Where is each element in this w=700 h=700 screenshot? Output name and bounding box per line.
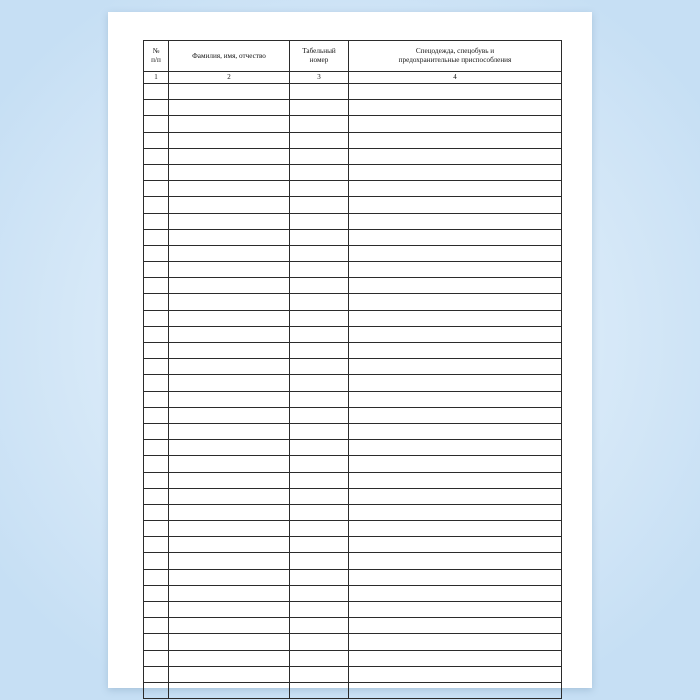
table-row[interactable]	[144, 618, 562, 634]
table-cell[interactable]	[144, 682, 169, 698]
table-cell[interactable]	[169, 229, 290, 245]
table-cell[interactable]	[349, 245, 562, 261]
table-cell[interactable]	[144, 229, 169, 245]
table-row[interactable]	[144, 148, 562, 164]
table-row[interactable]	[144, 343, 562, 359]
table-cell[interactable]	[169, 553, 290, 569]
table-row[interactable]	[144, 262, 562, 278]
table-cell[interactable]	[169, 440, 290, 456]
table-cell[interactable]	[169, 666, 290, 682]
table-cell[interactable]	[349, 84, 562, 100]
table-cell[interactable]	[290, 278, 349, 294]
table-cell[interactable]	[290, 456, 349, 472]
table-row[interactable]	[144, 602, 562, 618]
table-cell[interactable]	[290, 488, 349, 504]
table-cell[interactable]	[169, 148, 290, 164]
table-cell[interactable]	[290, 521, 349, 537]
table-cell[interactable]	[144, 148, 169, 164]
table-row[interactable]	[144, 537, 562, 553]
table-row[interactable]	[144, 521, 562, 537]
table-cell[interactable]	[290, 553, 349, 569]
header-cell-personnel-number	[290, 41, 349, 72]
table-cell[interactable]	[144, 181, 169, 197]
table-cell[interactable]	[290, 407, 349, 423]
table-cell[interactable]	[290, 682, 349, 698]
table-cell[interactable]	[290, 229, 349, 245]
table-cell[interactable]	[290, 100, 349, 116]
table-cell[interactable]	[169, 504, 290, 520]
table-cell[interactable]	[144, 504, 169, 520]
table-cell[interactable]	[349, 294, 562, 310]
table-cell[interactable]	[169, 84, 290, 100]
table-cell[interactable]	[169, 359, 290, 375]
table-cell[interactable]	[349, 359, 562, 375]
table-cell[interactable]	[144, 100, 169, 116]
table-cell[interactable]	[144, 602, 169, 618]
table-cell[interactable]	[144, 456, 169, 472]
column-number: 4	[349, 72, 562, 84]
column-number: 3	[290, 72, 349, 84]
table-cell[interactable]	[144, 164, 169, 180]
table-cell[interactable]	[144, 569, 169, 585]
table-cell[interactable]	[169, 488, 290, 504]
table-cell[interactable]	[144, 343, 169, 359]
table-cell[interactable]	[349, 472, 562, 488]
table-cell[interactable]	[169, 585, 290, 601]
table-cell[interactable]	[169, 537, 290, 553]
table-cell[interactable]	[349, 375, 562, 391]
table-cell[interactable]	[349, 278, 562, 294]
table-cell[interactable]	[144, 213, 169, 229]
table-cell[interactable]	[349, 553, 562, 569]
table-cell[interactable]	[169, 391, 290, 407]
table-cell[interactable]	[349, 602, 562, 618]
header-line: номер	[309, 56, 329, 64]
table-row[interactable]	[144, 585, 562, 601]
table-cell[interactable]	[144, 359, 169, 375]
table-cell[interactable]	[349, 423, 562, 439]
table-cell[interactable]	[349, 682, 562, 698]
table-cell[interactable]	[144, 407, 169, 423]
table-cell[interactable]	[144, 618, 169, 634]
table-cell[interactable]	[349, 262, 562, 278]
table-cell[interactable]	[169, 682, 290, 698]
table-cell[interactable]	[349, 343, 562, 359]
table-row[interactable]	[144, 682, 562, 698]
table-row[interactable]	[144, 553, 562, 569]
table-cell[interactable]	[290, 84, 349, 100]
table-row[interactable]	[144, 440, 562, 456]
table-cell[interactable]	[349, 391, 562, 407]
table-cell[interactable]	[169, 100, 290, 116]
table-cell[interactable]	[349, 132, 562, 148]
table-cell[interactable]	[349, 229, 562, 245]
table-cell[interactable]	[290, 585, 349, 601]
header-line: №	[152, 47, 160, 55]
table-row[interactable]	[144, 164, 562, 180]
table-cell[interactable]	[290, 634, 349, 650]
header-cell-fullname	[169, 41, 290, 72]
table-cell[interactable]	[144, 326, 169, 342]
table-row[interactable]	[144, 213, 562, 229]
table-cell[interactable]	[349, 456, 562, 472]
table-cell[interactable]	[169, 472, 290, 488]
table-cell[interactable]	[169, 164, 290, 180]
table-cell[interactable]	[169, 602, 290, 618]
table-cell[interactable]	[169, 569, 290, 585]
table-cell[interactable]	[349, 197, 562, 213]
table-cell[interactable]	[290, 618, 349, 634]
table-cell[interactable]	[349, 488, 562, 504]
table-row[interactable]	[144, 634, 562, 650]
table-cell[interactable]	[169, 310, 290, 326]
table-cell[interactable]	[169, 423, 290, 439]
table-cell[interactable]	[290, 132, 349, 148]
table-cell[interactable]	[144, 245, 169, 261]
table-cell[interactable]	[290, 245, 349, 261]
table-cell[interactable]	[144, 423, 169, 439]
table-cell[interactable]	[169, 245, 290, 261]
table-cell[interactable]	[349, 116, 562, 132]
column-number: 2	[169, 72, 290, 84]
table-cell[interactable]	[290, 343, 349, 359]
table-row[interactable]	[144, 391, 562, 407]
table-cell[interactable]	[349, 634, 562, 650]
table-cell[interactable]	[290, 359, 349, 375]
table-row[interactable]	[144, 310, 562, 326]
table-header	[144, 41, 562, 84]
table-row[interactable]	[144, 100, 562, 116]
table-cell[interactable]	[290, 650, 349, 666]
table-row[interactable]	[144, 650, 562, 666]
table-row[interactable]	[144, 359, 562, 375]
table-cell[interactable]	[144, 650, 169, 666]
table-cell[interactable]	[144, 521, 169, 537]
table-cell[interactable]	[144, 310, 169, 326]
table-row[interactable]	[144, 229, 562, 245]
table-row[interactable]	[144, 116, 562, 132]
table-cell[interactable]	[349, 440, 562, 456]
table-cell[interactable]	[290, 375, 349, 391]
column-number: 1	[144, 72, 169, 84]
table-cell[interactable]	[169, 634, 290, 650]
table-cell[interactable]	[169, 521, 290, 537]
table-cell[interactable]	[169, 116, 290, 132]
table-cell[interactable]	[349, 213, 562, 229]
table-cell[interactable]	[349, 537, 562, 553]
table-cell[interactable]	[144, 262, 169, 278]
table-cell[interactable]	[290, 262, 349, 278]
table-cell[interactable]	[290, 164, 349, 180]
table-cell[interactable]	[144, 440, 169, 456]
table-cell[interactable]	[349, 148, 562, 164]
table-cell[interactable]	[349, 618, 562, 634]
table-cell[interactable]	[169, 262, 290, 278]
table-cell[interactable]	[349, 326, 562, 342]
table-cell[interactable]	[144, 278, 169, 294]
table-cell[interactable]	[349, 407, 562, 423]
table-cell[interactable]	[169, 181, 290, 197]
table-row[interactable]	[144, 181, 562, 197]
table-cell[interactable]	[349, 650, 562, 666]
header-line: Табельный	[302, 47, 336, 55]
table-cell[interactable]	[290, 213, 349, 229]
table-cell[interactable]	[349, 310, 562, 326]
header-line: предохранительные приспособления	[398, 56, 512, 64]
table-cell[interactable]	[290, 666, 349, 682]
table-cell[interactable]	[169, 278, 290, 294]
table-cell[interactable]	[144, 488, 169, 504]
table-row[interactable]	[144, 197, 562, 213]
form-table-container	[143, 40, 557, 699]
table-cell[interactable]	[349, 164, 562, 180]
header-cell-equipment	[349, 41, 562, 72]
table-cell[interactable]	[290, 310, 349, 326]
table-cell[interactable]	[349, 521, 562, 537]
table-cell[interactable]	[169, 213, 290, 229]
table-cell[interactable]	[169, 197, 290, 213]
table-row[interactable]	[144, 666, 562, 682]
table-cell[interactable]	[290, 423, 349, 439]
table-cell[interactable]	[144, 132, 169, 148]
table-cell[interactable]	[144, 294, 169, 310]
table-cell[interactable]	[349, 504, 562, 520]
table-cell[interactable]	[349, 666, 562, 682]
table-cell[interactable]	[144, 634, 169, 650]
table-cell[interactable]	[144, 585, 169, 601]
header-cell-number	[144, 41, 169, 72]
header-line: п/п	[151, 56, 161, 64]
table-cell[interactable]	[144, 666, 169, 682]
table-cell[interactable]	[290, 391, 349, 407]
table-cell[interactable]	[169, 132, 290, 148]
table-row[interactable]	[144, 456, 562, 472]
table-cell[interactable]	[169, 375, 290, 391]
table-row[interactable]	[144, 278, 562, 294]
document-page	[108, 12, 592, 688]
table-row[interactable]	[144, 84, 562, 100]
table-cell[interactable]	[144, 553, 169, 569]
table-cell[interactable]	[144, 84, 169, 100]
table-row[interactable]	[144, 569, 562, 585]
table-cell[interactable]	[290, 569, 349, 585]
table-cell[interactable]	[349, 100, 562, 116]
table-cell[interactable]	[290, 181, 349, 197]
table-cell[interactable]	[169, 294, 290, 310]
table-cell[interactable]	[290, 326, 349, 342]
table-cell[interactable]	[144, 391, 169, 407]
table-cell[interactable]	[144, 472, 169, 488]
table-row[interactable]	[144, 488, 562, 504]
table-cell[interactable]	[144, 375, 169, 391]
table-cell[interactable]	[290, 472, 349, 488]
table-cell[interactable]	[290, 504, 349, 520]
table-row[interactable]	[144, 294, 562, 310]
table-body	[144, 84, 562, 699]
table-row[interactable]	[144, 504, 562, 520]
table-row[interactable]	[144, 375, 562, 391]
table-row[interactable]	[144, 245, 562, 261]
table-cell[interactable]	[290, 197, 349, 213]
table-cell[interactable]	[290, 537, 349, 553]
table-cell[interactable]	[144, 197, 169, 213]
table-cell[interactable]	[290, 602, 349, 618]
header-line: Спецодежда, спецобувь и	[415, 47, 495, 55]
table-cell[interactable]	[169, 456, 290, 472]
table-row[interactable]	[144, 326, 562, 342]
table-cell[interactable]	[169, 326, 290, 342]
table-cell[interactable]	[349, 181, 562, 197]
table-cell[interactable]	[290, 294, 349, 310]
table-cell[interactable]	[169, 407, 290, 423]
table-row[interactable]	[144, 132, 562, 148]
table-cell[interactable]	[349, 569, 562, 585]
table-cell[interactable]	[349, 585, 562, 601]
table-cell[interactable]	[169, 650, 290, 666]
table-cell[interactable]	[144, 537, 169, 553]
table-row[interactable]	[144, 407, 562, 423]
form-table	[143, 40, 562, 699]
table-row[interactable]	[144, 472, 562, 488]
table-header-row	[144, 41, 562, 72]
table-row[interactable]	[144, 423, 562, 439]
table-cell[interactable]	[290, 148, 349, 164]
table-cell[interactable]	[290, 440, 349, 456]
table-cell[interactable]	[290, 116, 349, 132]
table-cell[interactable]	[169, 343, 290, 359]
header-line: Фамилия, имя, отчество	[192, 51, 266, 60]
table-cell[interactable]	[144, 116, 169, 132]
table-column-numbers-row	[144, 72, 562, 84]
table-cell[interactable]	[169, 618, 290, 634]
